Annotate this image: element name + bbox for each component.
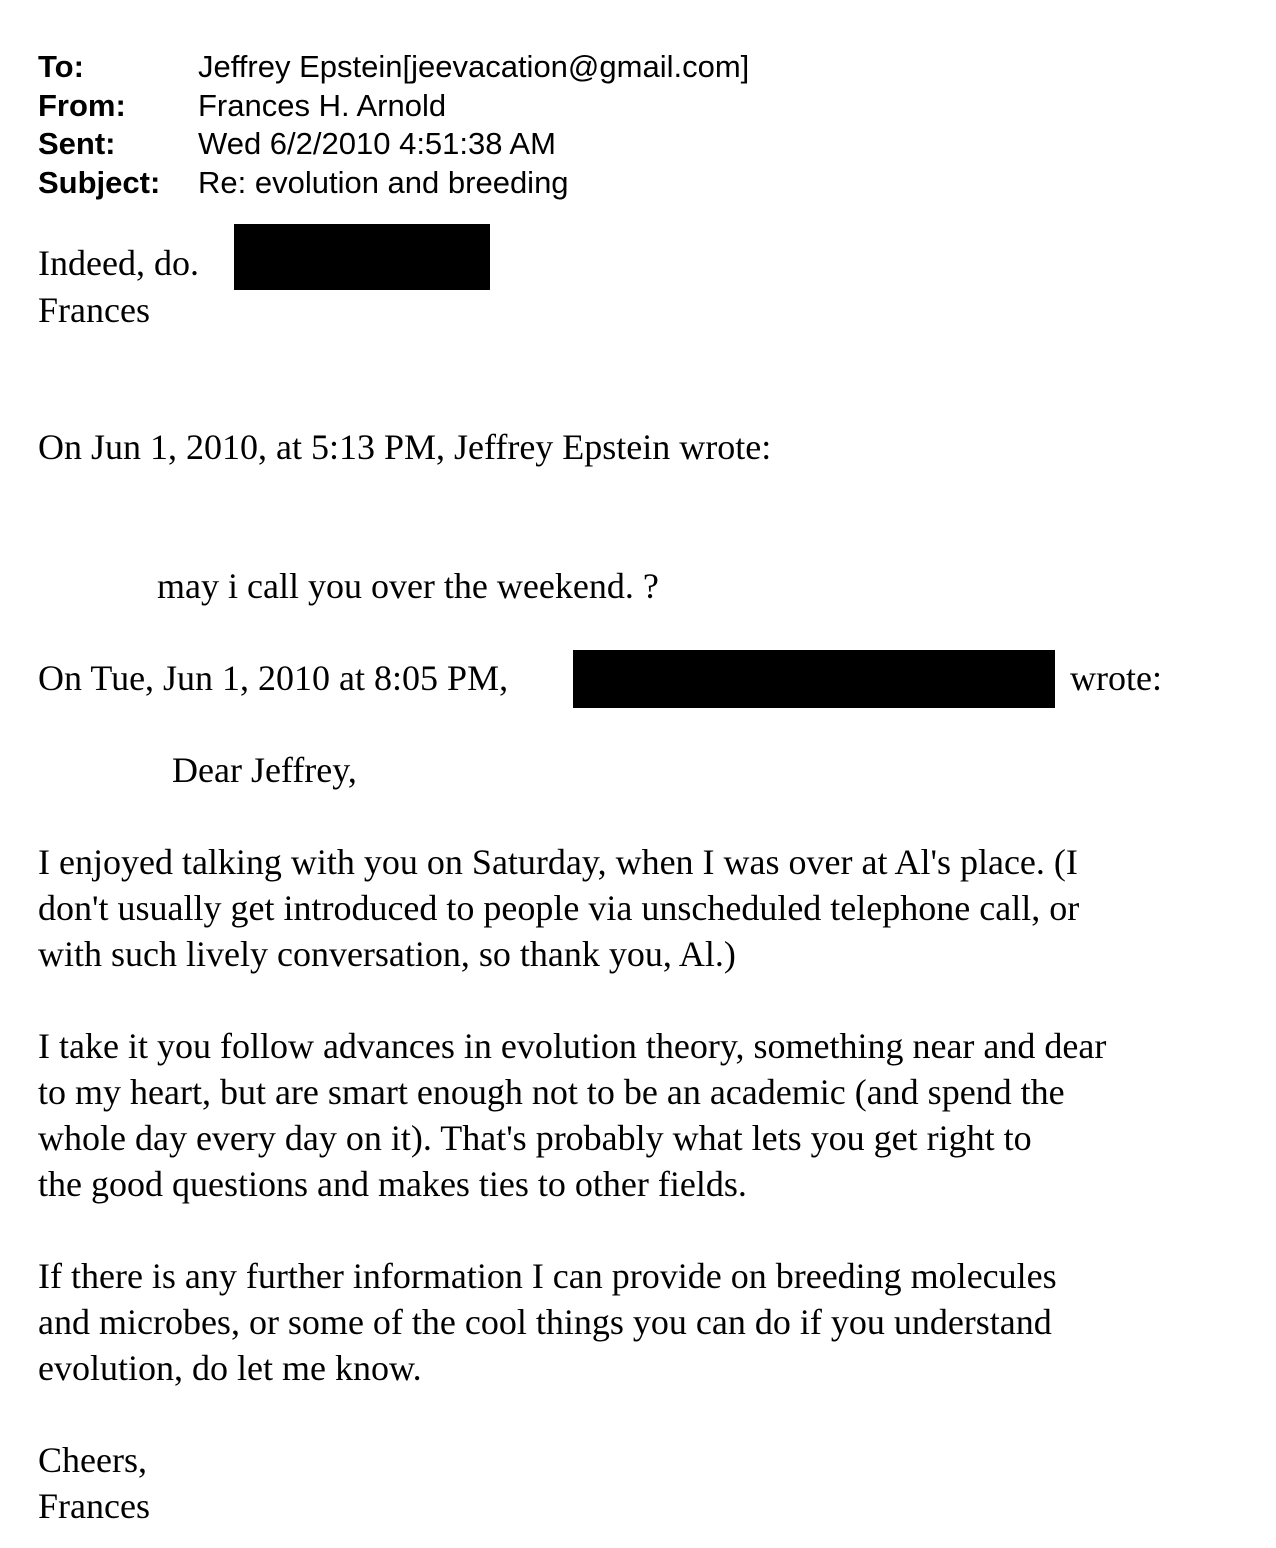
quote2-signature: Frances bbox=[38, 1486, 150, 1526]
quote2-closing: Cheers, bbox=[38, 1440, 147, 1480]
email-header bbox=[38, 48, 749, 202]
quote1-body: may i call you over the weekend. ? bbox=[157, 566, 659, 606]
from-value: Frances H. Arnold bbox=[198, 87, 447, 123]
quote1-attribution: On Jun 1, 2010, at 5:13 PM, Jeffrey Epstein wrote: bbox=[38, 427, 772, 467]
redaction-block bbox=[573, 650, 1055, 708]
reply-text: Indeed, do. bbox=[38, 243, 199, 283]
paragraph-line: If there is any further information I can provide on breeding molecules bbox=[38, 1256, 1057, 1296]
to-label: To: bbox=[38, 49, 84, 84]
quote2-paragraph-3 bbox=[38, 1253, 1057, 1391]
paragraph-line: and microbes, or some of the cool things you can do if you understand bbox=[38, 1302, 1052, 1342]
paragraph-line: with such lively conversation, so thank you, Al.) bbox=[38, 934, 736, 974]
paragraph-line: to my heart, but are smart enough not to be an academic (and spend the bbox=[38, 1072, 1065, 1112]
header-to-row bbox=[38, 48, 749, 87]
redaction-block bbox=[234, 224, 490, 290]
paragraph-line: don't usually get introduced to people via unscheduled telephone call, or bbox=[38, 888, 1080, 928]
header-from-row bbox=[38, 87, 749, 126]
paragraph-line: evolution, do let me know. bbox=[38, 1348, 422, 1388]
quote2-attribution-prefix: On Tue, Jun 1, 2010 at 8:05 PM, bbox=[38, 658, 509, 698]
to-value: Jeffrey Epstein[jeevacation@gmail.com] bbox=[198, 49, 750, 84]
paragraph-line: whole day every day on it). That's probably what lets you get right to bbox=[38, 1118, 1032, 1158]
quote2-attribution-suffix: wrote: bbox=[1070, 658, 1162, 698]
paragraph-line: the good questions and makes ties to other fields. bbox=[38, 1164, 747, 1204]
subject-value: Re: evolution and breeding bbox=[198, 164, 569, 200]
header-subject-row bbox=[38, 164, 749, 203]
paragraph-line: I enjoyed talking with you on Saturday, when I was over at Al's place. (I bbox=[38, 842, 1078, 882]
paragraph-line: I take it you follow advances in evolution theory, something near and dear bbox=[38, 1026, 1107, 1066]
header-sent-row bbox=[38, 125, 749, 164]
sent-value: Wed 6/2/2010 4:51:38 AM bbox=[198, 126, 556, 161]
quote2-greeting: Dear Jeffrey, bbox=[172, 750, 357, 790]
reply-signature: Frances bbox=[38, 290, 150, 330]
subject-label: Subject: bbox=[38, 164, 161, 200]
quote2-paragraph-2 bbox=[38, 1023, 1106, 1207]
from-label: From: bbox=[38, 87, 126, 123]
quote2-paragraph-1 bbox=[38, 839, 1079, 977]
sent-label: Sent: bbox=[38, 126, 116, 161]
